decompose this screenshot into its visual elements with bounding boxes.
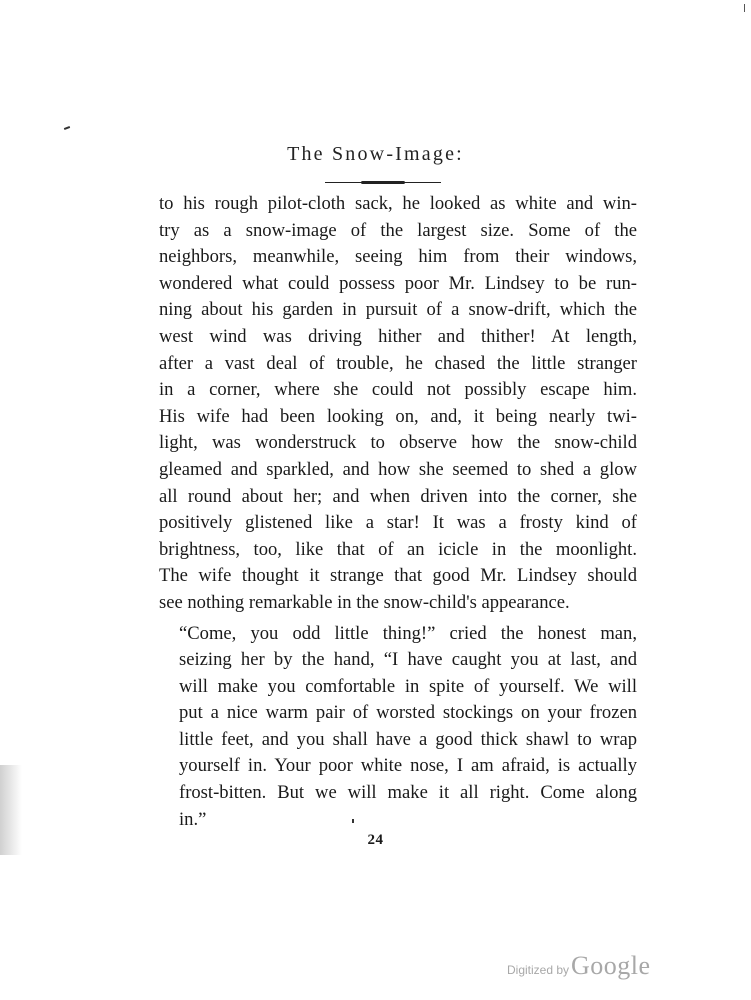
text-line: The wife thought it strange that good Mr. Lindsey should (159, 565, 637, 587)
text-line: gleamed and sparkled, and how she seemed to shed a glow (159, 458, 637, 480)
text-line: in a corner, where she could not possibly escape him. (159, 379, 637, 401)
text-line: see nothing remarkable in the snow-child's appearance. (159, 591, 570, 613)
text-line: try as a snow-image of the largest size. Some of the (159, 219, 637, 241)
watermark-prefix: Digitized by (507, 963, 570, 977)
body-text (159, 191, 637, 833)
scan-speck (64, 126, 70, 130)
scan-speck (352, 819, 354, 823)
text-line: put a nice warm pair of worsted stockings on your frozen (179, 702, 637, 724)
text-line: west wind was driving hither and thither! At length, (159, 325, 637, 347)
running-head: The Snow-Image: (287, 143, 464, 165)
text-line: neighbors, meanwhile, seeing him from their windows, (159, 246, 637, 268)
page-number: 24 (367, 832, 384, 848)
text-line: frost-bitten. But we will make it all right. Come along (179, 782, 637, 804)
text-line: brightness, too, like that of an icicle in the moonlight. (159, 538, 637, 560)
running-head-rule (325, 182, 441, 183)
text-line: ning about his garden in pursuit of a snow-drift, which the (159, 299, 637, 321)
text-line: “Come, you odd little thing!” cried the honest man, (179, 622, 637, 644)
text-line: His wife had been looking on, and, it being nearly twi- (159, 405, 637, 427)
digitized-watermark (507, 951, 651, 981)
text-line: little feet, and you shall have a good thick shawl to wrap (179, 728, 637, 750)
text-line: after a vast deal of trouble, he chased the little stranger (159, 352, 637, 374)
scan-edge-mark (744, 4, 745, 12)
paragraph-2 (159, 621, 637, 834)
text-line: in.” (179, 808, 207, 830)
text-line: all round about her; and when driven into the corner, she (159, 485, 637, 507)
paragraph-1 (159, 191, 637, 617)
text-line: light, was wonderstruck to observe how the snow-child (159, 432, 637, 454)
text-line: yourself in. Your poor white nose, I am afraid, is actually (179, 755, 637, 777)
text-line: to his rough pilot-cloth sack, he looked as white and win- (159, 193, 637, 214)
text-line: will make you comfortable in spite of yourself. We will (179, 675, 637, 697)
google-logo: Google (571, 951, 651, 980)
text-line: wondered what could possess poor Mr. Lindsey to be run- (159, 272, 637, 294)
text-line: positively glistened like a star! It was a frosty kind of (159, 512, 637, 534)
text-line: seizing her by the hand, “I have caught you at last, and (179, 649, 637, 671)
